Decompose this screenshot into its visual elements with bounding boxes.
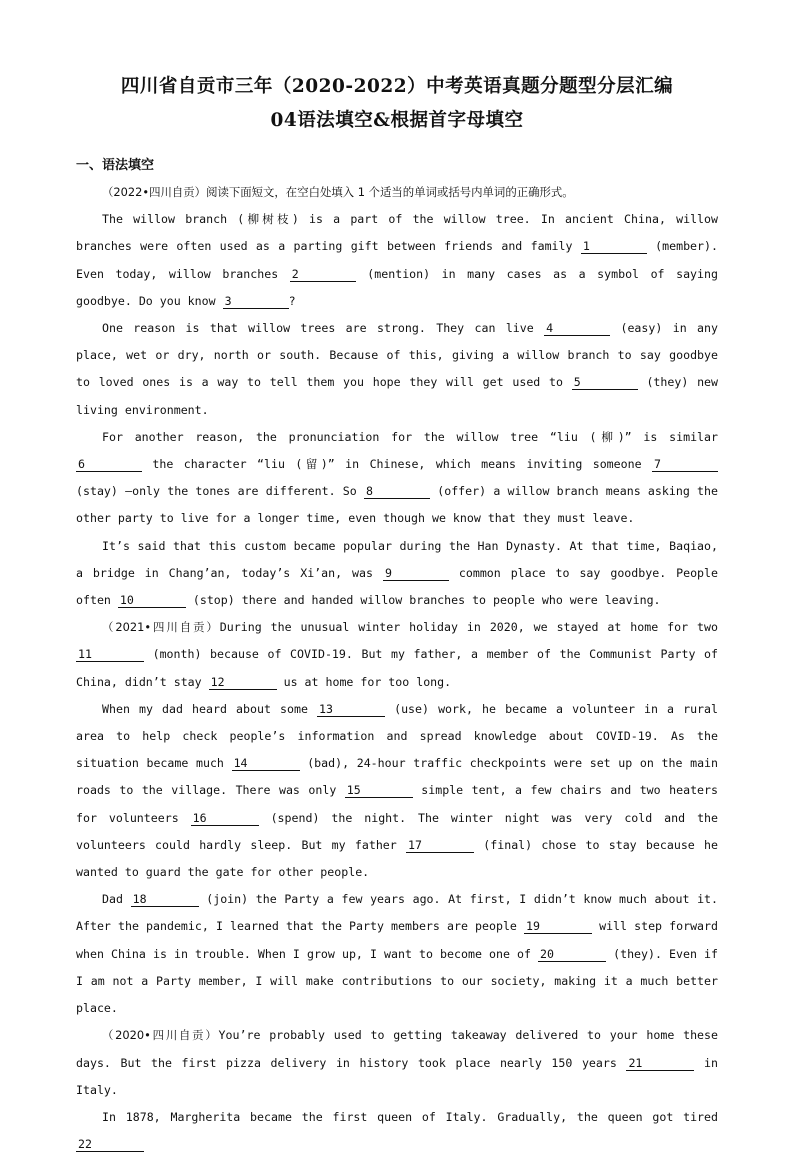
document-page: [76, 70, 718, 1158]
blank-9[interactable]: 9: [383, 566, 449, 581]
text: (stay) —only the tones are different. So: [76, 484, 364, 499]
blank-20[interactable]: 20: [538, 947, 606, 962]
document-title-line1: 四川省自贡市三年（2020-2022）中考英语真题分题型分层汇编: [120, 76, 674, 97]
paragraph: [76, 886, 718, 1022]
paragraph: [76, 614, 718, 696]
text: the character “liu (留)” in Chinese, which means inviting someone: [142, 457, 652, 472]
text: in Italy.: [76, 1055, 718, 1097]
section-heading: 一、语法填空: [76, 158, 155, 173]
source-tag: （2021•四川自贡）: [102, 620, 220, 635]
text: (they) new living environment.: [76, 375, 719, 417]
text: us at home for too long.: [276, 674, 452, 689]
text: (use) work, he became a volunteer in a rural area to help check people’s information and spread knowledge about COVID-19. As the situation became much: [76, 701, 718, 771]
blank-5[interactable]: 5: [572, 375, 638, 390]
blank-14[interactable]: 14: [232, 756, 300, 771]
text: (spend) the night. The winter night was very cold and the volunteers could hardly sleep. But my father: [76, 810, 719, 852]
text: One reason is that willow trees are strong. They can live: [102, 321, 545, 336]
text: (stop) there and handed willow branches to people who were leaving.: [185, 593, 661, 608]
text: (join) the Party a few years ago. At first, I didn’t know much about it. After the pandemic, I learned that the Party members are people: [76, 892, 719, 934]
blank-16[interactable]: 16: [191, 811, 259, 826]
paragraph: [76, 424, 718, 533]
paragraph: [76, 206, 718, 315]
blank-2[interactable]: 2: [290, 267, 356, 282]
document-title-line2: 04语法填空&根据首字母填空: [270, 110, 524, 131]
blank-6[interactable]: 6: [76, 457, 142, 472]
text: During the unusual winter holiday in 2020, we stayed at home for two: [219, 620, 718, 635]
text: (easy) in any place, wet or dry, north or south. Because of this, giving a willow branch to say goodbye to loved ones is a way to tell them you hope they will get used to: [76, 321, 718, 390]
text: It’s said that this custom became popular during the Han Dynasty. At that time, Baqiao, a bridge in Chang’an, today’s Xi’an, was: [76, 538, 718, 580]
blank-18[interactable]: 18: [131, 892, 199, 907]
source-tag: （2020•四川自贡）: [102, 1028, 219, 1043]
blank-17[interactable]: 17: [406, 838, 474, 853]
text: For another reason, the pronunciation for the willow tree “liu (柳)” is similar: [102, 429, 718, 444]
blank-13[interactable]: 13: [317, 702, 385, 717]
blank-7[interactable]: 7: [652, 457, 718, 472]
text: The willow branch (柳树枝) is a part of the willow tree. In ancient China, willow branches were often used as a parting gift between friends and family: [76, 212, 718, 254]
text: simple tent, a few chairs and two heaters for volunteers: [76, 783, 718, 825]
blank-8[interactable]: 8: [364, 484, 430, 499]
blank-21[interactable]: 21: [626, 1056, 694, 1071]
blank-22[interactable]: 22: [76, 1137, 144, 1152]
passage1-instruction: [76, 179, 718, 206]
paragraph: [76, 696, 718, 886]
text: (member). Even today, willow branches: [76, 239, 718, 281]
text: In 1878, Margherita became the first queen of Italy. Gradually, the queen got tired: [102, 1109, 718, 1124]
paragraph: [76, 315, 718, 424]
blank-12[interactable]: 12: [209, 675, 277, 690]
blank-1[interactable]: 1: [581, 239, 647, 254]
text: ?: [288, 293, 296, 308]
text: will step forward when China is in trouble. When I grow up, I want to become one of: [76, 919, 718, 961]
text: (mention) in many cases as a symbol of saying goodbye. Do you know: [76, 266, 718, 308]
blank-19[interactable]: 19: [524, 919, 592, 934]
paragraph: [76, 533, 718, 615]
blank-10[interactable]: 10: [118, 593, 186, 608]
paragraph: [76, 1022, 718, 1104]
text: (final) chose to stay because he wanted to guard the gate for other people.: [76, 837, 718, 880]
text: (month) because of COVID-19. But my father, a member of the Communist Party of China, didn’t stay: [76, 647, 718, 689]
text: (they). Even if I am not a Party member, I will make contributions to our society, making it a much better place.: [76, 946, 718, 1016]
text: When my dad heard about some: [102, 701, 318, 716]
blank-3[interactable]: 3: [223, 294, 289, 309]
blank-11[interactable]: 11: [76, 647, 144, 662]
text: common place to say goodbye. People often: [76, 565, 719, 608]
text: (bad), 24-hour traffic checkpoints were set up on the main roads to the village. There was only: [76, 756, 719, 798]
instruction-text: 阅读下面短文，在空白处填入 1 个适当的单词或括号内单词的正确形式。: [206, 185, 574, 199]
text: You’re probably used to getting takeaway delivered to your home these days. But the first pizza delivery in history took place nearly 150 years: [76, 1028, 718, 1070]
source-tag: （2022•四川自贡）: [102, 185, 207, 199]
blank-4[interactable]: 4: [544, 321, 610, 336]
text: (offer) a willow branch means asking the other party to live for a longer time, even though we know that they must leave.: [76, 484, 718, 526]
blank-15[interactable]: 15: [345, 783, 413, 798]
text: Dad: [102, 892, 131, 907]
paragraph: [76, 1104, 718, 1158]
